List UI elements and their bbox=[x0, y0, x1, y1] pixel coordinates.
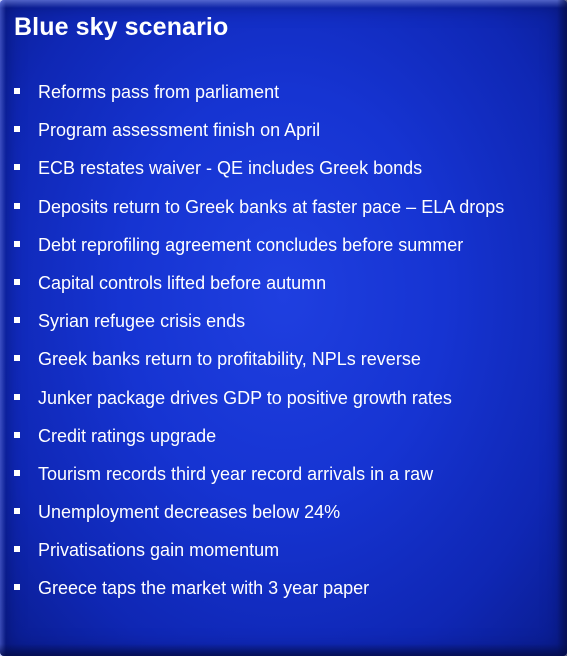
bullet-text: Capital controls lifted before autumn bbox=[38, 272, 327, 293]
bullet-item-ecb-waiver bbox=[14, 156, 504, 194]
square-bullet-icon bbox=[14, 317, 20, 323]
bullet-text: Greece taps the market with 3 year paper bbox=[38, 578, 370, 599]
bullet-text: Program assessment finish on April bbox=[38, 120, 321, 141]
square-bullet-icon bbox=[14, 203, 20, 209]
slide-title: Blue sky scenario bbox=[14, 13, 229, 41]
square-bullet-icon bbox=[14, 126, 20, 132]
bullet-item-bank-profitability bbox=[14, 347, 504, 385]
square-bullet-icon bbox=[14, 355, 20, 361]
bullet-text: Credit ratings upgrade bbox=[38, 425, 217, 446]
bullet-text: ECB restates waiver - QE includes Greek bonds bbox=[38, 158, 423, 179]
square-bullet-icon bbox=[14, 164, 20, 170]
panel-bevel-left bbox=[0, 0, 6, 656]
square-bullet-icon bbox=[14, 279, 20, 285]
bullet-text: Deposits return to Greek banks at faster pace – ELA drops bbox=[38, 196, 505, 217]
bullet-item-debt-reprofiling bbox=[14, 233, 504, 271]
bullet-text: Tourism records third year record arrivals in a raw bbox=[38, 463, 434, 484]
panel-bevel-bottom bbox=[0, 644, 567, 656]
bullet-item-capital-controls bbox=[14, 271, 504, 309]
bullet-item-privatisations bbox=[14, 538, 504, 576]
bullet-item-refugee-crisis bbox=[14, 309, 504, 347]
bullet-item-deposits bbox=[14, 195, 504, 233]
bullet-item-tourism bbox=[14, 462, 504, 500]
bullet-text: Junker package drives GDP to positive growth rates bbox=[38, 387, 452, 408]
bullet-item-junker-package bbox=[14, 386, 504, 424]
bullet-item-credit-ratings bbox=[14, 424, 504, 462]
bullet-item-program-assessment bbox=[14, 118, 504, 156]
bullet-item-market-access bbox=[14, 576, 504, 614]
square-bullet-icon bbox=[14, 584, 20, 590]
square-bullet-icon bbox=[14, 432, 20, 438]
bullet-item-unemployment bbox=[14, 500, 504, 538]
bullet-text: Unemployment decreases below 24% bbox=[38, 502, 341, 523]
panel-bevel-right bbox=[557, 0, 567, 656]
bullet-text: Syrian refugee crisis ends bbox=[38, 311, 246, 332]
bullet-item-reforms bbox=[14, 80, 504, 118]
bullet-text: Reforms pass from parliament bbox=[38, 82, 280, 102]
square-bullet-icon bbox=[14, 508, 20, 514]
bullet-list bbox=[14, 80, 504, 615]
square-bullet-icon bbox=[14, 241, 20, 247]
square-bullet-icon bbox=[14, 546, 20, 552]
square-bullet-icon bbox=[14, 394, 20, 400]
bullet-text: Debt reprofiling agreement concludes before summer bbox=[38, 234, 464, 255]
bullet-text: Greek banks return to profitability, NPLs reverse bbox=[38, 349, 421, 370]
square-bullet-icon bbox=[14, 470, 20, 476]
bullet-text: Privatisations gain momentum bbox=[38, 540, 280, 561]
panel-bevel-top bbox=[0, 0, 567, 8]
square-bullet-icon bbox=[14, 88, 20, 94]
